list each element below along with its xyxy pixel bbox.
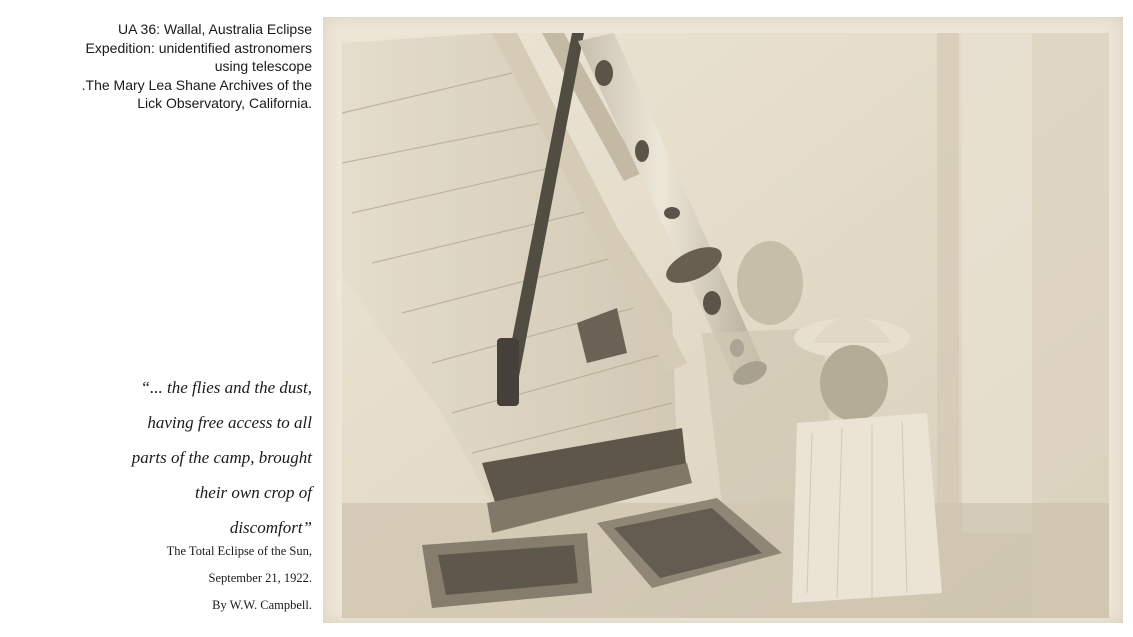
citation-line: The Total Eclipse of the Sun, bbox=[166, 544, 312, 558]
quote-citation bbox=[80, 538, 312, 619]
photo-mount bbox=[323, 17, 1123, 623]
photo-illustration bbox=[342, 33, 1109, 618]
historic-photograph bbox=[342, 33, 1109, 618]
caption-line: UA 36: Wallal, Australia Eclipse bbox=[117, 21, 312, 37]
caption-line: Lick Observatory, California. bbox=[137, 95, 312, 111]
caption-line: Expedition: unidentified astronomers bbox=[85, 39, 312, 56]
quote-line: discomfort” bbox=[229, 518, 312, 537]
citation-line: By W.W. Campbell. bbox=[212, 598, 312, 612]
archive-caption bbox=[20, 20, 312, 113]
citation-line: September 21, 1922. bbox=[208, 571, 312, 585]
campbell-quote bbox=[80, 370, 312, 545]
quote-line: parts of the camp, brought bbox=[131, 448, 312, 467]
quote-line: their own crop of bbox=[195, 483, 312, 502]
caption-line: using telescope bbox=[214, 58, 312, 74]
caption-line: .The Mary Lea Shane Archives of the bbox=[81, 76, 312, 93]
quote-line: having free access to all bbox=[147, 413, 312, 432]
quote-line: “... the flies and the dust, bbox=[140, 378, 312, 397]
